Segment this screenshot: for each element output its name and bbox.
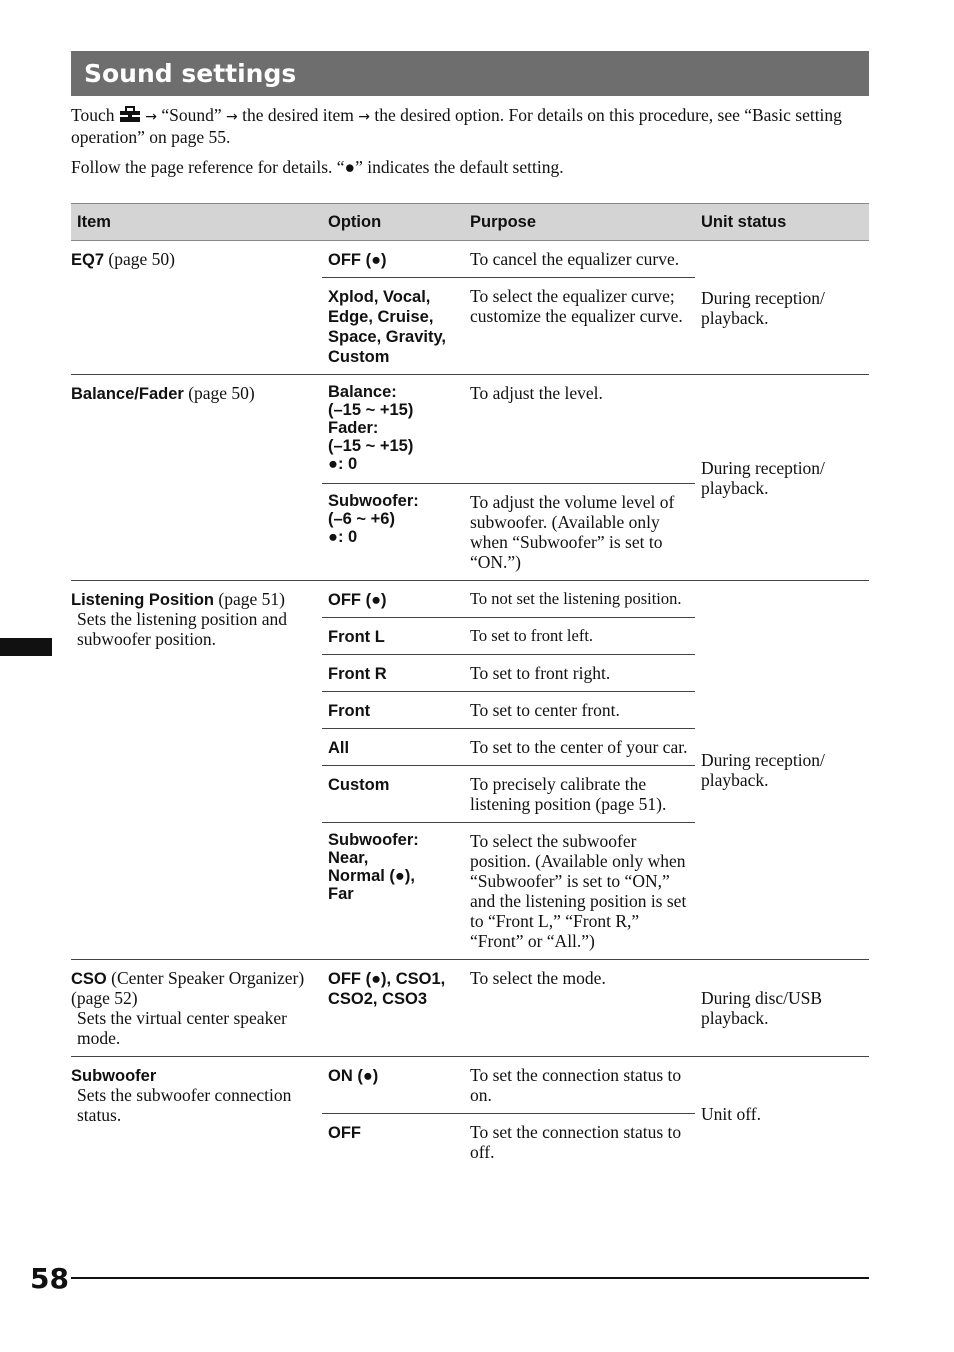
section-title: Sound settings	[71, 51, 869, 96]
item-subwoofer: Subwoofer Sets the subwoofer connection status.	[71, 1067, 292, 1125]
table-row	[71, 1057, 869, 1114]
option: Xplod, Vocal, Edge, Cruise, Space, Gravity, Custom	[322, 278, 464, 375]
unit-status: During reception/ playback.	[695, 581, 869, 960]
purpose: To set to front left.	[464, 618, 695, 655]
intro-note: Follow the page reference for details. “●” indicates the default setting.	[71, 157, 564, 177]
intro-rest: the desired option. For details on this procedure, see “Basic setting operation” on page 55.	[71, 105, 842, 147]
arrow-icon: →	[226, 109, 238, 125]
purpose: To not set the listening position.	[464, 581, 695, 618]
table-header	[71, 204, 869, 241]
table-row	[71, 960, 869, 1057]
purpose: To cancel the equalizer curve.	[464, 241, 695, 278]
header-purpose: Purpose	[464, 204, 695, 241]
table-row	[71, 375, 869, 484]
unit-status: During reception/ playback.	[695, 241, 869, 375]
option: ON (●)	[322, 1057, 464, 1114]
option: Custom	[322, 766, 464, 823]
purpose: To set to front right.	[464, 655, 695, 692]
option: Balance: (–15 ~ +15) Fader: (–15 ~ +15) ●: 0	[322, 375, 464, 484]
purpose: To adjust the level.	[464, 375, 695, 484]
option: Subwoofer: (–6 ~ +6) ●: 0	[322, 484, 464, 581]
purpose: To select the subwoofer position. (Available only when “Subwoofer” is set to “ON,” and the listening position is set to “Front L,” “Front R,” “Front” or “All.”)	[464, 823, 695, 960]
purpose: To select the equalizer curve; customize the equalizer curve.	[464, 278, 695, 375]
option: OFF (●), CSO1, CSO2, CSO3	[322, 960, 464, 1057]
arrow-icon: →	[358, 109, 371, 125]
item-balance-fader: Balance/Fader (page 50)	[71, 375, 322, 581]
sound-settings-table	[71, 203, 869, 1170]
unit-status: Unit off.	[701, 1103, 761, 1124]
page-number: 58	[30, 1262, 69, 1295]
purpose: To adjust the volume level of subwoofer. (Available only when “Subwoofer” is set to “ON.”)	[464, 484, 695, 581]
table-row	[71, 581, 869, 618]
footer-rule	[71, 1277, 869, 1279]
option: Front R	[322, 655, 464, 692]
option: OFF (●)	[322, 581, 464, 618]
purpose: To set the connection status to on.	[464, 1057, 695, 1114]
option: Front	[322, 692, 464, 729]
purpose: To set the connection status to off.	[470, 1122, 682, 1162]
purpose: To set to the center of your car.	[464, 729, 695, 766]
option: Subwoofer: Near, Normal (●), Far	[322, 823, 464, 960]
item-cso: CSO (Center Speaker Organizer) (page 52) Sets the virtual center speaker mode.	[71, 960, 322, 1057]
item-eq7: EQ7 (page 50)	[71, 241, 322, 375]
arrow-icon: →	[145, 109, 157, 125]
section-tab-marker	[0, 638, 52, 656]
table-row	[71, 241, 869, 278]
unit-status: During reception/ playback.	[695, 375, 869, 581]
item-listening-position: Listening Position (page 51) Sets the listening position and subwoofer position.	[71, 581, 322, 960]
header-option: Option	[322, 204, 464, 241]
option: OFF	[328, 1124, 361, 1142]
intro-instructions	[71, 105, 871, 147]
header-unit-status: Unit status	[695, 204, 869, 241]
intro-sound: “Sound”	[161, 105, 222, 125]
purpose: To precisely calibrate the listening position (page 51).	[464, 766, 695, 823]
purpose: To set to center front.	[464, 692, 695, 729]
intro-desired-item: the desired item	[242, 105, 354, 125]
unit-status: During disc/USB playback.	[695, 960, 869, 1057]
purpose: To select the mode.	[464, 960, 695, 1057]
option: All	[322, 729, 464, 766]
option: OFF (●)	[322, 241, 464, 278]
intro-touch: Touch	[71, 105, 115, 125]
toolbox-icon	[119, 106, 141, 123]
option: Front L	[322, 618, 464, 655]
header-item: Item	[71, 204, 322, 241]
